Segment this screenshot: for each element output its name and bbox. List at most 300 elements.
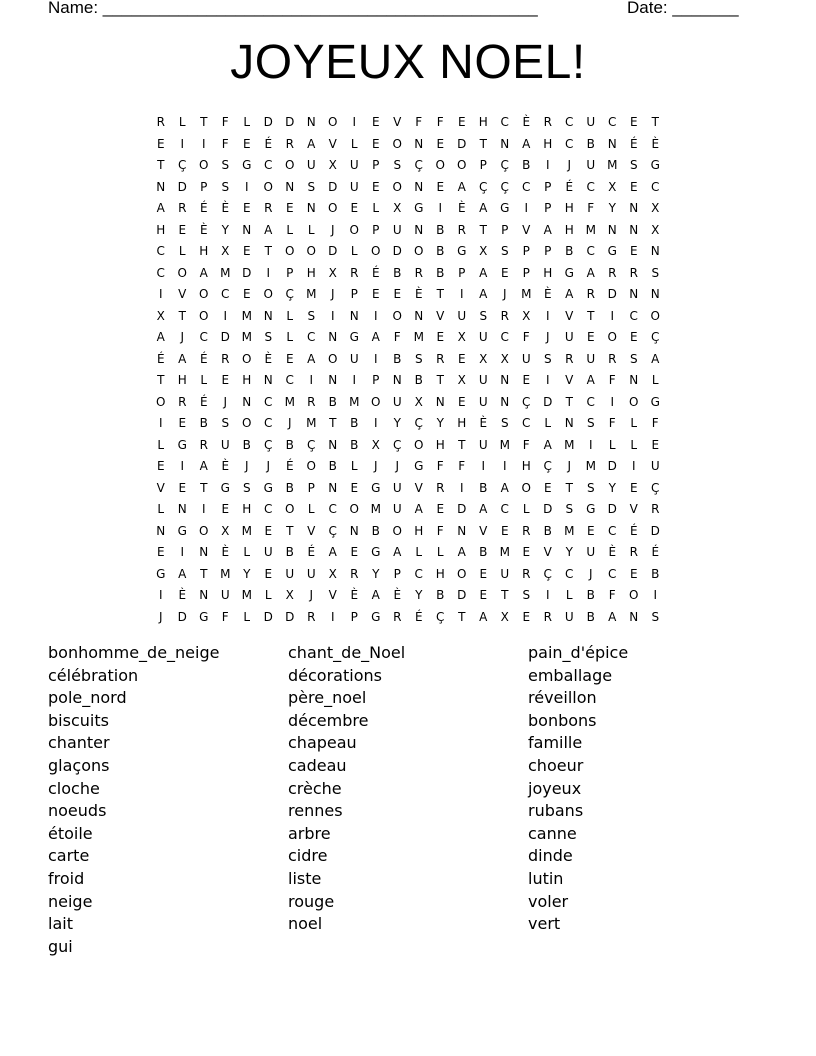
- grid-letter: H: [414, 523, 424, 538]
- grid-letter: D: [650, 523, 660, 538]
- grid-letter: E: [178, 480, 187, 495]
- grid-letter: M: [306, 287, 317, 301]
- grid-letter: O: [328, 115, 338, 129]
- grid-letter: È: [350, 588, 359, 602]
- grid-letter: C: [522, 179, 531, 194]
- grid-letter: U: [306, 158, 316, 172]
- grid-letter: P: [200, 179, 208, 194]
- grid-letter: D: [392, 244, 402, 258]
- date-field-label: Date: _______: [627, 0, 739, 17]
- grid-letter: P: [479, 158, 487, 172]
- grid-letter: P: [522, 244, 530, 258]
- grid-letter: A: [371, 330, 380, 344]
- grid-letter: R: [393, 609, 402, 624]
- grid-letter: P: [544, 179, 552, 194]
- grid-letter: M: [521, 287, 532, 301]
- grid-row: [150, 263, 670, 285]
- grid-letter: M: [585, 459, 596, 473]
- grid-letter: X: [500, 351, 509, 366]
- grid-letter: H: [306, 265, 316, 280]
- grid-letter: U: [220, 437, 230, 452]
- grid-letter: E: [156, 459, 165, 473]
- word-list-item: bonhomme_de_neige: [48, 643, 220, 662]
- grid-letter: G: [414, 201, 424, 215]
- grid-letter: T: [157, 158, 165, 172]
- grid-letter: L: [200, 373, 208, 387]
- grid-letter: A: [543, 437, 552, 452]
- grid-letter: V: [328, 136, 337, 151]
- grid-letter: S: [500, 416, 509, 430]
- grid-letter: U: [349, 158, 359, 172]
- grid-letter: F: [393, 330, 401, 344]
- grid-letter: N: [328, 437, 338, 452]
- grid-letter: É: [651, 545, 660, 559]
- grid-letter: O: [392, 179, 402, 194]
- grid-letter: P: [522, 265, 530, 280]
- grid-letter: I: [309, 373, 314, 387]
- word-search-grid: [150, 112, 670, 628]
- grid-letter: A: [178, 566, 187, 581]
- grid-letter: U: [285, 566, 295, 581]
- grid-letter: T: [651, 115, 659, 129]
- grid-letter: E: [221, 373, 230, 387]
- grid-letter: N: [328, 373, 338, 387]
- grid-letter: N: [607, 136, 617, 151]
- grid-letter: E: [242, 136, 251, 151]
- word-list-item: arbre: [288, 823, 331, 843]
- grid-letter: R: [199, 437, 208, 452]
- grid-letter: X: [479, 351, 488, 366]
- word-list-item: célébration: [48, 665, 139, 685]
- grid-letter: C: [608, 115, 617, 129]
- grid-letter: F: [651, 416, 659, 430]
- grid-letter: L: [286, 222, 294, 237]
- grid-letter: G: [650, 394, 660, 409]
- grid-letter: H: [177, 373, 187, 387]
- grid-letter: E: [586, 330, 595, 344]
- grid-letter: A: [199, 459, 208, 473]
- word-list-item: rouge: [288, 891, 335, 911]
- grid-letter: E: [500, 265, 509, 280]
- grid-letter: R: [522, 566, 531, 581]
- word-list-item: crèche: [288, 778, 342, 798]
- grid-letter: U: [457, 308, 467, 323]
- grid-letter: O: [371, 244, 381, 258]
- grid-letter: M: [564, 437, 575, 452]
- grid-letter: B: [543, 523, 552, 538]
- grid-letter: Y: [221, 222, 229, 237]
- grid-letter: H: [521, 459, 531, 473]
- grid-letter: V: [436, 308, 445, 323]
- grid-letter: J: [588, 566, 593, 581]
- grid-letter: E: [350, 480, 359, 495]
- grid-letter: X: [221, 244, 230, 258]
- word-list-item: décorations: [288, 665, 382, 685]
- grid-letter: N: [414, 179, 424, 194]
- word-list-item: liste: [288, 868, 322, 888]
- grid-letter: È: [522, 115, 531, 129]
- grid-letter: N: [199, 545, 209, 559]
- grid-letter: T: [587, 308, 595, 323]
- grid-letter: L: [286, 330, 294, 344]
- grid-letter: M: [284, 394, 295, 409]
- grid-letter: L: [243, 609, 251, 624]
- grid-letter: N: [306, 115, 316, 129]
- grid-letter: A: [414, 502, 423, 516]
- grid-letter: G: [586, 502, 596, 516]
- grid-letter: J: [223, 394, 228, 409]
- word-list-item: réveillon: [528, 688, 597, 708]
- grid-letter: A: [328, 545, 337, 559]
- grid-letter: C: [500, 502, 509, 516]
- grid-letter: G: [457, 244, 467, 258]
- grid-letter: X: [328, 566, 337, 581]
- grid-letter: È: [178, 588, 187, 602]
- grid-letter: I: [502, 459, 507, 473]
- grid-letter: G: [220, 480, 230, 495]
- grid-letter: B: [285, 545, 294, 559]
- grid-letter: I: [201, 136, 206, 151]
- grid-letter: T: [565, 394, 573, 409]
- grid-letter: Y: [608, 201, 616, 215]
- grid-letter: C: [500, 330, 509, 344]
- word-list-item: famille: [528, 733, 583, 753]
- grid-letter: È: [608, 545, 617, 559]
- word-list-item: neige: [48, 891, 93, 911]
- grid-letter: F: [587, 201, 595, 215]
- grid-letter: X: [457, 330, 466, 344]
- word-list-item: chant_de_Noel: [288, 643, 406, 662]
- grid-letter: X: [479, 244, 488, 258]
- grid-letter: E: [178, 416, 187, 430]
- grid-letter: H: [457, 416, 467, 430]
- grid-letter: E: [242, 201, 251, 215]
- grid-letter: U: [500, 566, 510, 581]
- grid-letter: U: [392, 480, 402, 495]
- grid-letter: T: [200, 115, 208, 129]
- grid-letter: B: [586, 588, 595, 602]
- grid-letter: C: [565, 115, 574, 129]
- grid-letter: É: [371, 265, 380, 280]
- grid-letter: H: [478, 115, 488, 129]
- grid-letter: M: [349, 394, 360, 409]
- grid-letter: I: [653, 588, 658, 602]
- grid-row: [150, 499, 670, 521]
- grid-letter: E: [500, 523, 509, 538]
- grid-letter: U: [521, 351, 531, 366]
- grid-letter: O: [177, 265, 187, 280]
- grid-letter: V: [629, 502, 638, 516]
- grid-letter: O: [371, 394, 381, 409]
- grid-letter: A: [565, 287, 574, 301]
- grid-row: [150, 241, 670, 263]
- word-list-item: cadeau: [288, 755, 347, 775]
- grid-letter: B: [350, 437, 359, 452]
- grid-letter: R: [178, 394, 187, 409]
- grid-row: [150, 435, 670, 457]
- grid-letter: È: [651, 136, 660, 151]
- grid-letter: X: [457, 373, 466, 387]
- grid-letter: D: [457, 588, 467, 602]
- grid-letter: B: [285, 480, 294, 495]
- grid-letter: C: [608, 523, 617, 538]
- grid-letter: S: [629, 351, 638, 366]
- grid-letter: F: [608, 588, 616, 602]
- grid-letter: É: [565, 179, 574, 194]
- grid-letter: T: [329, 416, 337, 430]
- grid-letter: E: [543, 480, 552, 495]
- grid-letter: C: [264, 394, 273, 409]
- grid-letter: P: [372, 222, 380, 237]
- grid-letter: U: [586, 115, 596, 129]
- grid-letter: B: [436, 222, 445, 237]
- grid-letter: O: [392, 308, 402, 323]
- grid-letter: O: [414, 437, 424, 452]
- grid-letter: H: [242, 373, 252, 387]
- grid-letter: J: [244, 459, 249, 473]
- grid-letter: O: [199, 308, 209, 323]
- grid-letter: B: [393, 265, 402, 280]
- grid-letter: J: [287, 416, 292, 430]
- word-list-item: carte: [48, 846, 90, 866]
- grid-letter: R: [629, 545, 638, 559]
- grid-letter: I: [180, 545, 185, 559]
- grid-letter: D: [285, 609, 295, 624]
- grid-letter: O: [629, 394, 639, 409]
- grid-letter: N: [607, 222, 617, 237]
- grid-letter: M: [220, 265, 231, 280]
- grid-letter: F: [522, 437, 530, 452]
- grid-letter: D: [177, 179, 187, 194]
- grid-letter: F: [458, 459, 466, 473]
- word-list-item: lait: [48, 914, 73, 934]
- grid-letter: D: [242, 265, 252, 280]
- grid-row: [150, 112, 670, 134]
- grid-letter: I: [610, 308, 615, 323]
- grid-letter: N: [629, 287, 639, 301]
- word-list-item: père_noel: [288, 688, 367, 708]
- word-list-item: vert: [528, 914, 561, 934]
- grid-letter: J: [266, 459, 271, 473]
- grid-letter: É: [199, 394, 208, 409]
- grid-letter: H: [199, 244, 209, 258]
- grid-letter: D: [328, 179, 338, 194]
- grid-letter: L: [522, 502, 530, 516]
- grid-letter: G: [371, 480, 381, 495]
- word-list-item: pain_d'épice: [528, 643, 629, 662]
- page-title: JOYEUX NOEL!: [230, 36, 586, 89]
- grid-letter: S: [586, 416, 595, 430]
- grid-letter: U: [349, 179, 359, 194]
- grid-letter: T: [436, 287, 444, 301]
- grid-row: [150, 134, 670, 156]
- grid-letter: E: [436, 330, 445, 344]
- grid-letter: H: [564, 201, 574, 215]
- grid-letter: V: [479, 523, 488, 538]
- grid-letter: M: [607, 158, 618, 172]
- grid-letter: É: [199, 201, 208, 215]
- grid-letter: H: [543, 265, 553, 280]
- grid-letter: N: [349, 308, 359, 323]
- grid-letter: X: [414, 394, 423, 409]
- grid-letter: M: [241, 330, 252, 344]
- grid-letter: E: [629, 480, 638, 495]
- grid-letter: E: [522, 373, 531, 387]
- grid-letter: C: [586, 179, 595, 194]
- grid-letter: C: [156, 244, 165, 258]
- grid-letter: L: [436, 545, 444, 559]
- grid-letter: E: [242, 287, 251, 301]
- grid-letter: R: [457, 222, 466, 237]
- grid-letter: B: [350, 416, 359, 430]
- grid-letter: E: [285, 201, 294, 215]
- grid-letter: L: [350, 136, 358, 151]
- word-list-item: rennes: [288, 801, 343, 821]
- grid-letter: T: [264, 244, 272, 258]
- grid-letter: L: [307, 222, 315, 237]
- word-list-item: froid: [48, 868, 85, 888]
- grid-row: [150, 478, 670, 500]
- grid-letter: R: [586, 287, 595, 301]
- grid-letter: U: [478, 394, 488, 409]
- grid-row: [150, 327, 670, 349]
- grid-letter: V: [565, 308, 574, 323]
- grid-letter: S: [479, 308, 488, 323]
- grid-letter: Ç: [543, 459, 552, 473]
- grid-letter: N: [629, 373, 639, 387]
- grid-letter: B: [414, 373, 423, 387]
- grid-letter: C: [414, 566, 423, 581]
- grid-letter: R: [285, 136, 294, 151]
- grid-letter: N: [500, 373, 510, 387]
- grid-letter: E: [178, 222, 187, 237]
- grid-letter: X: [371, 437, 380, 452]
- grid-letter: Y: [565, 545, 573, 559]
- grid-letter: D: [607, 287, 617, 301]
- grid-letter: E: [651, 437, 660, 452]
- grid-letter: L: [350, 244, 358, 258]
- grid-letter: O: [199, 158, 209, 172]
- grid-letter: D: [263, 115, 273, 129]
- grid-letter: L: [157, 502, 165, 516]
- grid-letter: C: [565, 136, 574, 151]
- grid-letter: A: [479, 502, 488, 516]
- grid-letter: L: [630, 437, 638, 452]
- grid-letter: D: [328, 244, 338, 258]
- grid-letter: N: [414, 222, 424, 237]
- grid-letter: I: [180, 136, 185, 151]
- grid-letter: G: [500, 201, 510, 215]
- grid-letter: V: [414, 480, 423, 495]
- grid-letter: O: [629, 588, 639, 602]
- grid-letter: U: [392, 222, 402, 237]
- grid-letter: O: [457, 158, 467, 172]
- grid-letter: J: [330, 222, 335, 237]
- grid-letter: E: [436, 502, 445, 516]
- grid-letter: È: [199, 222, 208, 237]
- grid-letter: X: [221, 523, 230, 538]
- grid-letter: I: [180, 459, 185, 473]
- grid-letter: O: [263, 287, 273, 301]
- grid-letter: C: [328, 502, 337, 516]
- grid-letter: U: [564, 609, 574, 624]
- grid-letter: N: [156, 523, 166, 538]
- grid-letter: É: [414, 609, 423, 624]
- grid-letter: V: [156, 480, 165, 495]
- grid-letter: I: [545, 588, 550, 602]
- grid-letter: N: [199, 588, 209, 602]
- grid-letter: X: [651, 201, 660, 215]
- grid-letter: N: [629, 201, 639, 215]
- grid-letter: Ç: [393, 437, 402, 452]
- word-list-item: bonbons: [528, 710, 597, 730]
- grid-letter: Ç: [543, 566, 552, 581]
- grid-letter: U: [392, 502, 402, 516]
- grid-letter: N: [650, 287, 660, 301]
- grid-letter: D: [457, 502, 467, 516]
- grid-letter: O: [242, 351, 252, 366]
- grid-letter: F: [415, 115, 423, 129]
- grid-letter: A: [651, 351, 660, 366]
- grid-letter: I: [158, 287, 163, 301]
- grid-letter: N: [629, 222, 639, 237]
- grid-letter: O: [392, 523, 402, 538]
- grid-letter: U: [392, 394, 402, 409]
- grid-letter: E: [264, 566, 273, 581]
- grid-letter: O: [521, 480, 531, 495]
- grid-letter: O: [285, 502, 295, 516]
- grid-letter: A: [457, 179, 466, 194]
- grid-letter: M: [585, 222, 596, 237]
- grid-letter: P: [307, 480, 315, 495]
- grid-letter: A: [264, 222, 273, 237]
- grid-letter: F: [221, 115, 229, 129]
- grid-letter: C: [264, 416, 273, 430]
- grid-letter: R: [436, 351, 445, 366]
- grid-letter: E: [629, 330, 638, 344]
- grid-letter: J: [330, 287, 335, 301]
- grid-letter: A: [479, 287, 488, 301]
- grid-letter: C: [221, 287, 230, 301]
- grid-letter: È: [393, 588, 402, 602]
- grid-letter: M: [499, 545, 510, 559]
- grid-letter: O: [457, 566, 467, 581]
- grid-letter: E: [436, 179, 445, 194]
- grid-letter: A: [479, 265, 488, 280]
- grid-letter: L: [286, 308, 294, 323]
- grid-letter: I: [524, 201, 529, 215]
- grid-letter: I: [438, 201, 443, 215]
- grid-letter: H: [242, 502, 252, 516]
- grid-letter: J: [567, 459, 572, 473]
- grid-letter: S: [565, 502, 574, 516]
- grid-letter: R: [565, 351, 574, 366]
- name-field-label: Name: ______________________________________________: [48, 0, 538, 17]
- grid-letter: I: [545, 158, 550, 172]
- grid-letter: E: [629, 244, 638, 258]
- grid-row: [150, 177, 670, 199]
- grid-row: [150, 198, 670, 220]
- grid-letter: É: [264, 136, 273, 151]
- grid-letter: F: [436, 459, 444, 473]
- grid-letter: E: [586, 523, 595, 538]
- grid-letter: L: [243, 115, 251, 129]
- grid-letter: E: [285, 351, 294, 366]
- grid-letter: A: [586, 265, 595, 280]
- grid-letter: D: [177, 609, 187, 624]
- grid-letter: G: [156, 566, 166, 581]
- grid-letter: M: [241, 308, 252, 323]
